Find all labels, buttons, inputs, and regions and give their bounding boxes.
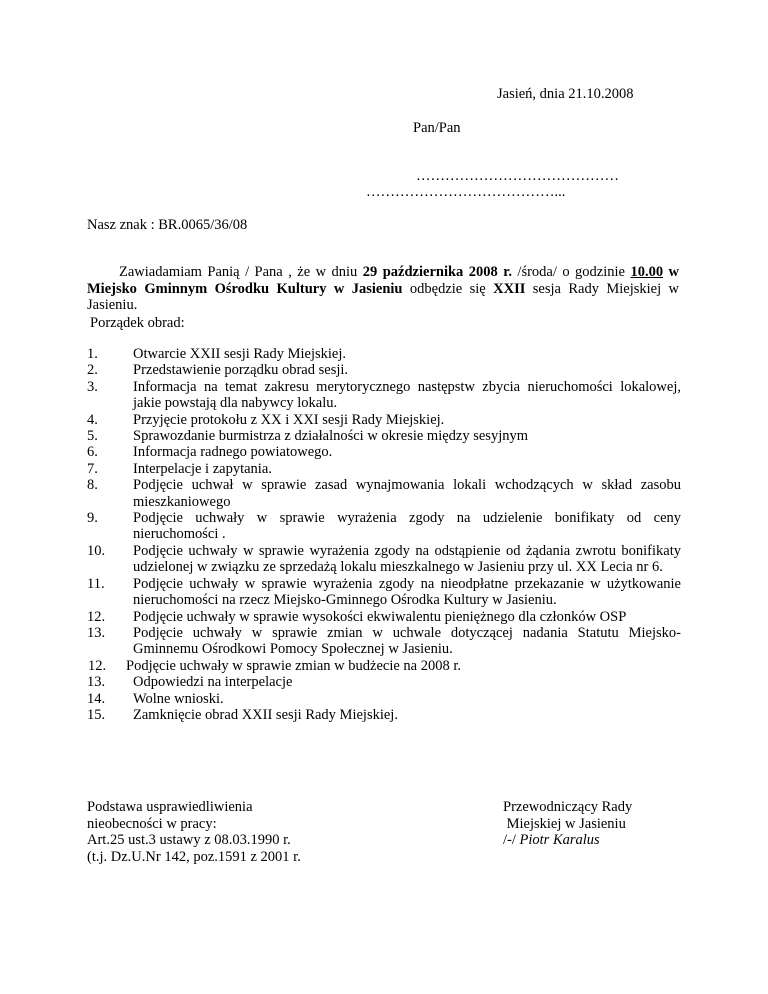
agenda-item — [87, 674, 681, 690]
agenda-item-text: Przyjęcie protokołu z XX i XXI sesji Rady Miejskiej. — [133, 411, 445, 428]
agenda-item-text: Podjęcie uchwały w sprawie zmian w uchwale dotyczącej nadania Statutu Miejsko-Gminnemu Ośrodkowi Pomocy Społecznej w Jasieniu. — [133, 624, 681, 658]
agenda-item-text: Zamknięcie obrad XXII sesji Rady Miejskiej. — [133, 706, 398, 723]
reference-number: Nasz znak : BR.0065/36/08 — [87, 217, 248, 233]
agenda-item-number: 10. — [87, 542, 106, 559]
address-dots-line-2: …………………………………... — [366, 184, 566, 200]
agenda-item — [87, 658, 681, 674]
meeting-time: 10.00 — [630, 264, 664, 280]
agenda-item-text: Podjęcie uchwały w sprawie wyrażenia zgody na odstąpienie od żądania zwrotu bonifikaty udzielonej w związku ze sprzedażą lokalu mieszkalnego w Jasieniu przy ul. XX Lecia nr 6. — [133, 542, 681, 576]
agenda-item — [87, 412, 681, 428]
agenda-item-text: Odpowiedzi na interpelacje — [133, 674, 293, 691]
agenda-item — [87, 346, 681, 362]
basis-line-3: Art.25 ust.3 ustawy z 08.03.1990 r. — [87, 832, 291, 848]
agenda-item-number: 3. — [87, 378, 98, 395]
signature-name-line — [503, 832, 632, 849]
agenda-item-number: 1. — [87, 346, 98, 362]
agenda-item-number: 6. — [87, 444, 98, 461]
agenda-item-text: Przedstawienie porządku obrad sesji. — [133, 362, 349, 379]
meeting-venue: w Miejsko Gminnym Ośrodku Kultury w Jasieniu — [87, 264, 680, 297]
agenda-item-number: 4. — [87, 411, 98, 428]
agenda-item — [87, 444, 681, 460]
agenda-item-text: Sprawozdanie burmistrza z działalności w okresie między sesyjnym — [133, 428, 529, 445]
agenda-item-number: 15. — [87, 706, 106, 723]
agenda-item-number: 5. — [87, 428, 98, 445]
agenda-item — [87, 625, 681, 658]
signatory-name: Piotr Karalus — [519, 832, 600, 848]
agenda-item-text: Podjęcie uchwały w sprawie wyrażenia zgody na nieodpłatne przekazanie w użytkowanie nieruchomości na rzecz Miejsko-Gminnego Ośrodka Kultury w Jasieniu. — [133, 575, 681, 609]
basis-line-1: Podstawa usprawiedliwienia — [87, 799, 253, 815]
agenda-item-text: Podjęcie uchwały w sprawie wyrażenia zgody na udzielenie bonifikaty od ceny nieruchomości . — [133, 510, 681, 543]
intro-text-1: Zawiadamiam Panią / Pana , że w dniu — [119, 264, 363, 280]
agenda-title: Porządek obrad: — [90, 315, 185, 331]
date-line: Jasień, dnia 21.10.2008 — [497, 86, 634, 102]
agenda-item-number: 14. — [87, 690, 106, 707]
session-number: XXII — [493, 280, 526, 297]
agenda-item-number: 13. — [87, 674, 106, 691]
agenda-item — [87, 461, 681, 477]
intro-text-2: /środa/ o godzinie — [511, 264, 631, 280]
intro-text-4: odbędzie się — [402, 280, 494, 297]
agenda-item — [87, 543, 681, 576]
agenda-item-number: 8. — [87, 477, 98, 494]
agenda-item — [87, 576, 681, 609]
agenda-item — [87, 362, 681, 378]
agenda-item — [87, 428, 681, 444]
agenda-item-number: 12. — [87, 608, 106, 625]
agenda-item — [87, 379, 681, 412]
agenda-item — [87, 609, 681, 625]
agenda-item-number: 12. — [88, 657, 107, 674]
agenda-item — [87, 691, 681, 707]
agenda-item-text: Podjęcie uchwały w sprawie wysokości ekwiwalentu pieniężnego dla członków OSP — [133, 608, 627, 625]
signature-block — [503, 799, 632, 849]
basis-line-4: (t.j. Dz.U.Nr 142, poz.1591 z 2001 r. — [87, 848, 301, 865]
agenda-item-text: Interpelacje i zapytania. — [133, 460, 272, 477]
signature-title-2: Miejskiej w Jasieniu — [503, 815, 626, 832]
agenda-item-number: 7. — [87, 460, 98, 477]
agenda-item — [87, 477, 681, 510]
basis-line-2: nieobecności w pracy: — [87, 815, 217, 832]
agenda-item-number: 9. — [87, 510, 98, 527]
address-dots-line-1: …………………………………… — [416, 168, 619, 184]
agenda-item-text: Podjęcie uchwały w sprawie zmian w budżecie na 2008 r. — [126, 657, 462, 674]
agenda-item-number: 13. — [87, 624, 106, 641]
intro-paragraph — [87, 264, 679, 314]
signature-title-1: Przewodniczący Rady — [503, 799, 633, 815]
agenda-item-text: Informacja na temat zakresu merytorycznego następstw zbycia nieruchomości lokalowej, jakie powstają dla nabywcy lokalu. — [133, 378, 681, 412]
agenda-item-number: 2. — [87, 362, 98, 379]
agenda-item-text: Informacja radnego powiatowego. — [133, 444, 333, 461]
absence-basis — [87, 799, 301, 865]
signature-prefix: /-/ — [503, 832, 520, 848]
agenda-list — [87, 346, 681, 723]
agenda-item-number: 11. — [87, 575, 105, 592]
intro-text-5: sesja Rady Miejskiej w Jasieniu. — [87, 280, 679, 313]
agenda-item-text: Otwarcie XXII sesji Rady Miejskiej. — [133, 346, 347, 362]
meeting-date: 29 października 2008 r. — [362, 264, 512, 280]
agenda-item-text: Podjęcie uchwał w sprawie zasad wynajmowania lokali wchodzących w skład zasobu mieszkaniowego — [133, 477, 681, 510]
agenda-item — [87, 707, 681, 723]
addressee: Pan/Pan — [413, 120, 461, 136]
agenda-item — [87, 510, 681, 543]
agenda-item-text: Wolne wnioski. — [133, 690, 224, 707]
